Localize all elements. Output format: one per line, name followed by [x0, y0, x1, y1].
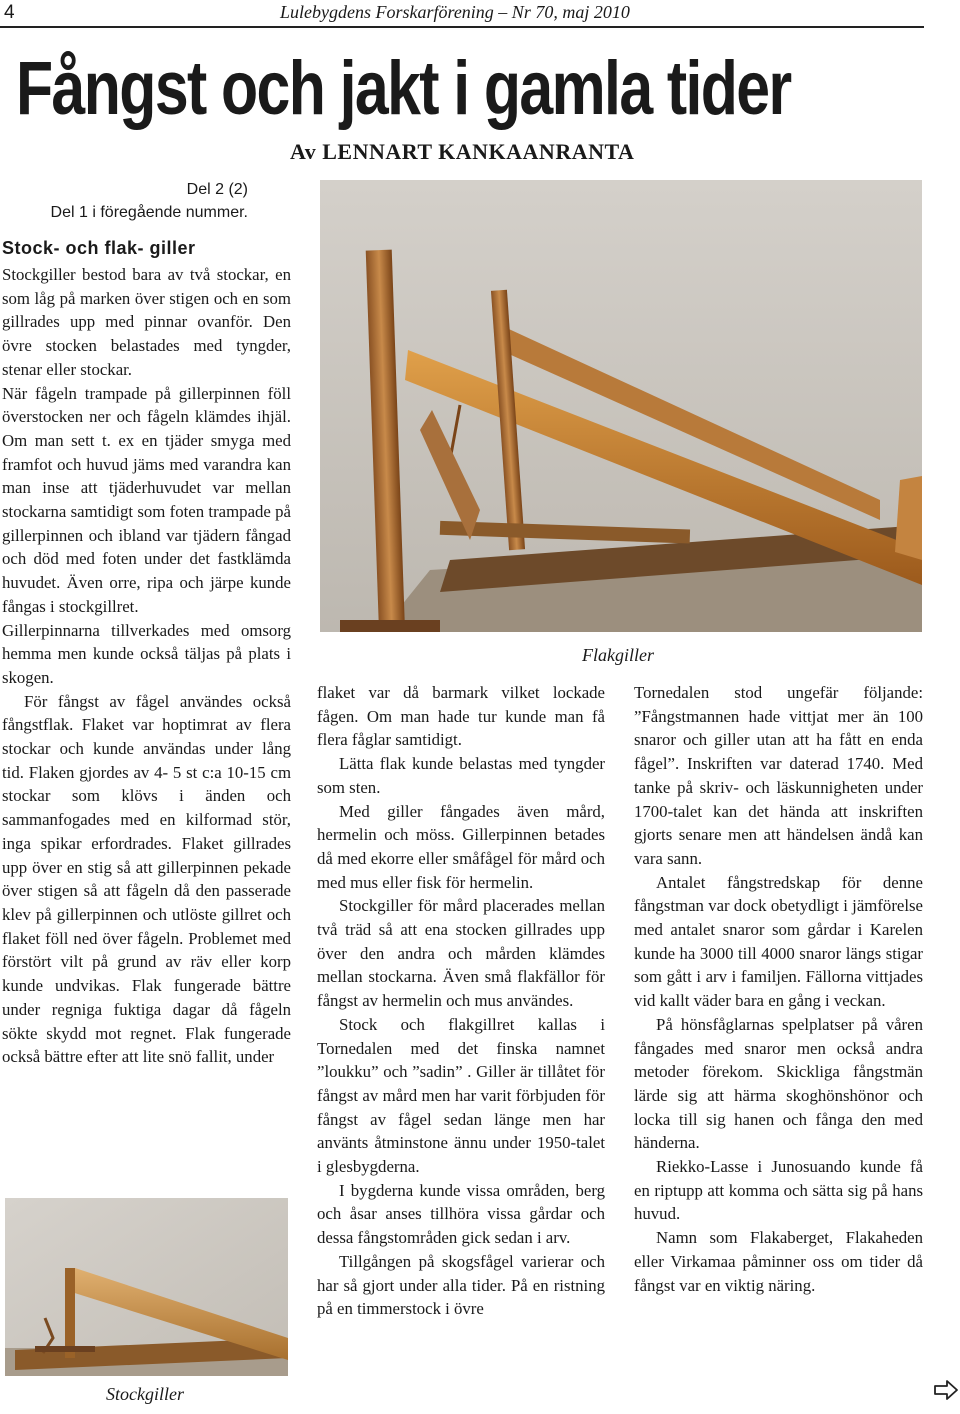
paragraph: Stockgiller för mård placerades mellan två träd så att ena stocken gillrades upp över den andra och mården klämdes mellan stockarna. Även små flakfällor för fångst av hermelin och mus användes.: [317, 896, 605, 1011]
flakgiller-caption: Flakgiller: [582, 645, 654, 665]
paragraph: flaket var då barmark vilket lockade fågen. Om man hade tur kunde man få flera fåglar samtidigt.: [317, 683, 605, 750]
paragraph: Tornedalen stod ungefär följande: ”Fångstmannen hade vittjat mer än 100 snaror och giller utan att ha fått en enda fågel”. Inskriften var daterad 1740. Med tanke på skriv- och läskunnigheten under 1700-talet kan det hända att inskriften gjorts senare men att händelsen ändå kan vara sann.: [634, 683, 923, 868]
paragraph: Stock och flakgillret kallas i Tornedalen med det finska namnet ”loukku” och ”sadin” . Giller är tillåtet för fångst av mård men har varit förbjuden för fångst av fågel sedan länge men har använts åtminstone ännu under 1950-talet i glesbygderna.: [317, 1014, 605, 1177]
arrow-right-icon: [934, 1380, 958, 1405]
paragraph: Med giller fångades även mård, hermelin och möss. Gillerpinnen betades då med ekorre eller småfågel för mård och med mus eller fisk för hermelin.: [317, 801, 605, 892]
page-number: 4: [4, 2, 15, 23]
paragraph: Lätta flak kunde belastas med tyngder som sten.: [317, 754, 605, 797]
paragraph: Tillgången på skogsfågel varierar och har så gjort under alla tider. På en ristning på en timmerstock i övre: [317, 1251, 605, 1319]
paragraph: För fångst av fågel användes också fångstflak. Flaket var hoptimrat av flera stockar och kunde användas under lång tid. Flaken gjordes av 4- 5 st c:a 10-15 cm stockar som klövs i änden och sammanfogades med en kilformad stör, inga spikar erfordrades. Flaket gillrades upp över en stig så att gillerpinnen pekade över stigen så att fågeln då den passerade klev på gillerpinnen och utlöste gillret och flaket föll ned över fågeln. Problemet med förstört vilt på grund av räv eller korp kunde undvikas. Flak fungerade bättre under regniga fuktiga dagar då fågeln sökte skydd mot regnet. Flak fungerade också bättre efter att lite snö fallit, under: [2, 691, 291, 1067]
paragraph: Antalet fångstredskap för denne fångstman var dock obetydligt i jämförelse med antalet snaror som gårdar i Karelen kunde ha 3000 till 4000 snaror längs stigar som gått i arv i familjen. Fällorna vittjades vid kallt väder bara en gång i veckan.: [634, 872, 923, 1011]
paragraph: När fågeln trampade på gillerpinnen föll överstocken ner och fågeln klämdes ihjäl. Om man sett t. ex en tjäder smyga med framfot och huvud jäms med varandra kan man inse att tjäderhuvudet var mellan stockarna samtidigt som foten trampade på gillerpinnen och ibland var tjädern fångad och död med foten under det fastklämda huvudet. Även orre, ripa och järpe kunde fångas i stockgillret.: [2, 383, 291, 616]
paragraph: Riekko-Lasse i Junosuando kunde få en riptupp att komma och sätta sig på hans huvud.: [634, 1157, 923, 1224]
column-1: [2, 263, 291, 1069]
stockgiller-caption: Stockgiller: [106, 1384, 184, 1404]
paragraph: Namn som Flakaberget, Flakaheden eller Virkamaa påminner oss om tider då fångst var en viktig näring.: [634, 1228, 923, 1295]
byline: Av LENNART KANKAANRANTA: [290, 139, 635, 164]
column-2: [317, 681, 605, 1321]
header-rule: [0, 26, 924, 28]
stockgiller-photo: [5, 1198, 288, 1376]
subheading: Stock- och flak- giller: [2, 238, 196, 258]
column-3: [634, 681, 923, 1297]
paragraph: Stockgiller bestod bara av två stockar, en som låg på marken över stigen och en som gillrades upp med pinnar ovanför. Den övre stocken belastades med tyngder, stenar eller stockar.: [2, 265, 291, 379]
article-title: Fångst och jakt i gamla tider: [16, 46, 791, 131]
publication-header: Lulebygdens Forskarförening – Nr 70, maj 2010: [280, 2, 630, 22]
paragraph: Gillerpinnarna tillverkades med omsorg hemma men kunde också täljas på plats i skogen.: [2, 620, 291, 687]
part-indicator: Del 2 (2): [186, 181, 248, 198]
paragraph: I bygderna kunde vissa områden, berg och åsar anses tillhöra vissa gårdar och dessa fångstområden gick sedan i arv.: [317, 1180, 605, 1248]
paragraph: På hönsfåglarnas spelplatser på våren fångades med snaror men också andra metoder förekom. Skickliga fångstmän lärde sig att härma skoghönshönor och locka till sig hanen och fånga den med händerna.: [634, 1014, 923, 1153]
part-previous-note: Del 1 i föregående nummer.: [50, 204, 248, 221]
flakgiller-photo: [320, 180, 922, 632]
